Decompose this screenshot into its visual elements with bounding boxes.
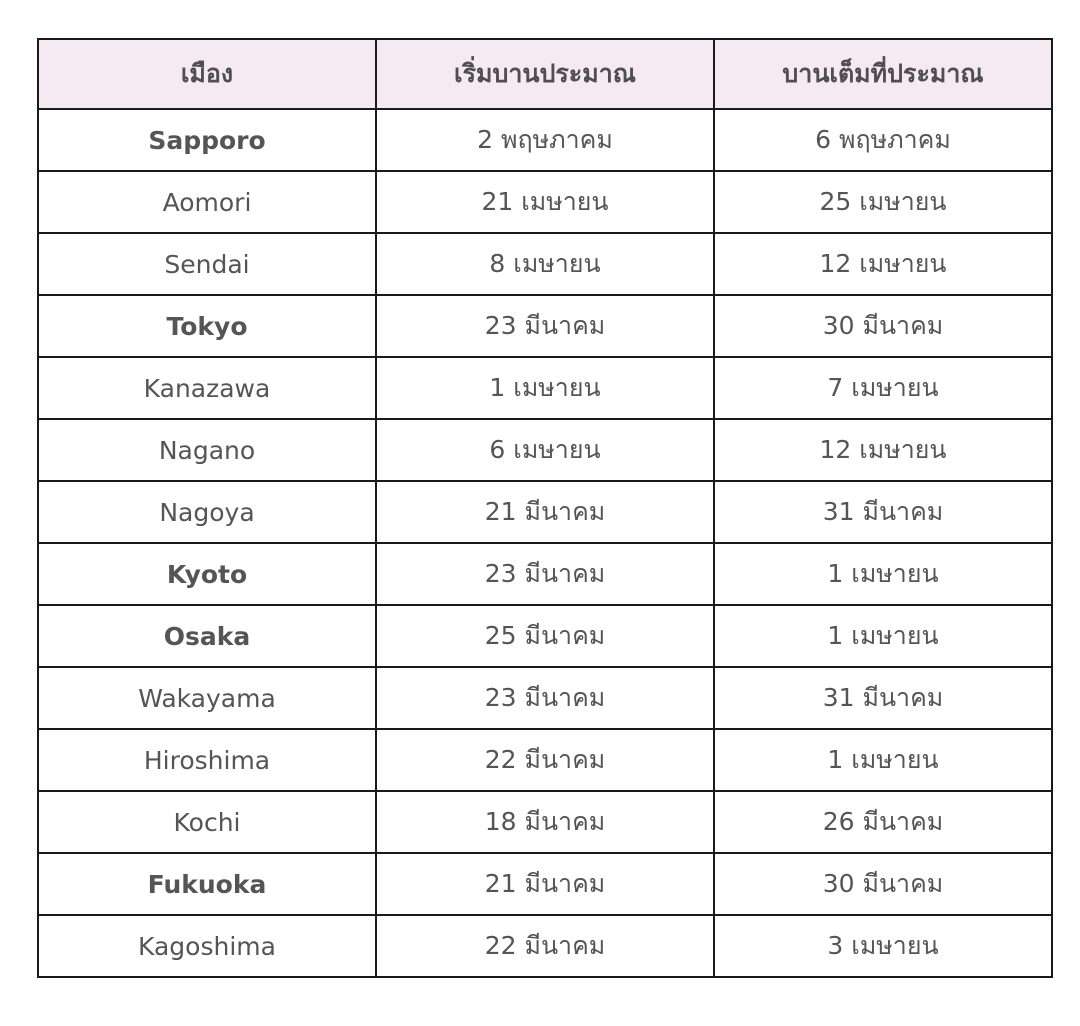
city-cell: Nagano bbox=[38, 419, 376, 481]
city-cell: Sapporo bbox=[38, 109, 376, 171]
city-cell: Nagoya bbox=[38, 481, 376, 543]
table-header bbox=[38, 39, 1052, 109]
start-bloom-cell: 18 มีนาคม bbox=[376, 791, 714, 853]
full-bloom-cell: 1 เมษายน bbox=[714, 605, 1052, 667]
city-cell: Fukuoka bbox=[38, 853, 376, 915]
start-bloom-cell: 1 เมษายน bbox=[376, 357, 714, 419]
full-bloom-cell: 30 มีนาคม bbox=[714, 295, 1052, 357]
full-bloom-cell: 31 มีนาคม bbox=[714, 481, 1052, 543]
start-bloom-cell: 22 มีนาคม bbox=[376, 729, 714, 791]
start-bloom-cell: 2 พฤษภาคม bbox=[376, 109, 714, 171]
start-bloom-cell: 21 มีนาคม bbox=[376, 853, 714, 915]
full-bloom-cell: 31 มีนาคม bbox=[714, 667, 1052, 729]
full-bloom-cell: 12 เมษายน bbox=[714, 419, 1052, 481]
header-full-bloom: บานเต็มที่ประมาณ bbox=[714, 39, 1052, 109]
table-row bbox=[38, 419, 1052, 481]
table-row bbox=[38, 481, 1052, 543]
full-bloom-cell: 1 เมษายน bbox=[714, 543, 1052, 605]
start-bloom-cell: 6 เมษายน bbox=[376, 419, 714, 481]
city-cell: Hiroshima bbox=[38, 729, 376, 791]
cherry-blossom-table bbox=[37, 38, 1053, 978]
start-bloom-cell: 23 มีนาคม bbox=[376, 295, 714, 357]
header-start-bloom: เริ่มบานประมาณ bbox=[376, 39, 714, 109]
table-row bbox=[38, 233, 1052, 295]
start-bloom-cell: 22 มีนาคม bbox=[376, 915, 714, 977]
city-cell: Kagoshima bbox=[38, 915, 376, 977]
table-row bbox=[38, 729, 1052, 791]
city-cell: Kyoto bbox=[38, 543, 376, 605]
start-bloom-cell: 25 มีนาคม bbox=[376, 605, 714, 667]
table-row bbox=[38, 791, 1052, 853]
bloom-table-container bbox=[37, 38, 1051, 978]
full-bloom-cell: 1 เมษายน bbox=[714, 729, 1052, 791]
start-bloom-cell: 23 มีนาคม bbox=[376, 667, 714, 729]
table-row bbox=[38, 109, 1052, 171]
table-body bbox=[38, 109, 1052, 977]
full-bloom-cell: 7 เมษายน bbox=[714, 357, 1052, 419]
header-row bbox=[38, 39, 1052, 109]
full-bloom-cell: 6 พฤษภาคม bbox=[714, 109, 1052, 171]
city-cell: Kochi bbox=[38, 791, 376, 853]
city-cell: Tokyo bbox=[38, 295, 376, 357]
table-row bbox=[38, 667, 1052, 729]
full-bloom-cell: 30 มีนาคม bbox=[714, 853, 1052, 915]
start-bloom-cell: 23 มีนาคม bbox=[376, 543, 714, 605]
city-cell: Wakayama bbox=[38, 667, 376, 729]
header-city: เมือง bbox=[38, 39, 376, 109]
city-cell: Kanazawa bbox=[38, 357, 376, 419]
full-bloom-cell: 12 เมษายน bbox=[714, 233, 1052, 295]
full-bloom-cell: 3 เมษายน bbox=[714, 915, 1052, 977]
city-cell: Aomori bbox=[38, 171, 376, 233]
start-bloom-cell: 21 เมษายน bbox=[376, 171, 714, 233]
city-cell: Osaka bbox=[38, 605, 376, 667]
table-row bbox=[38, 543, 1052, 605]
table-row bbox=[38, 171, 1052, 233]
full-bloom-cell: 25 เมษายน bbox=[714, 171, 1052, 233]
table-row bbox=[38, 295, 1052, 357]
table-row bbox=[38, 357, 1052, 419]
table-row bbox=[38, 605, 1052, 667]
city-cell: Sendai bbox=[38, 233, 376, 295]
start-bloom-cell: 8 เมษายน bbox=[376, 233, 714, 295]
table-row bbox=[38, 853, 1052, 915]
full-bloom-cell: 26 มีนาคม bbox=[714, 791, 1052, 853]
table-row bbox=[38, 915, 1052, 977]
start-bloom-cell: 21 มีนาคม bbox=[376, 481, 714, 543]
